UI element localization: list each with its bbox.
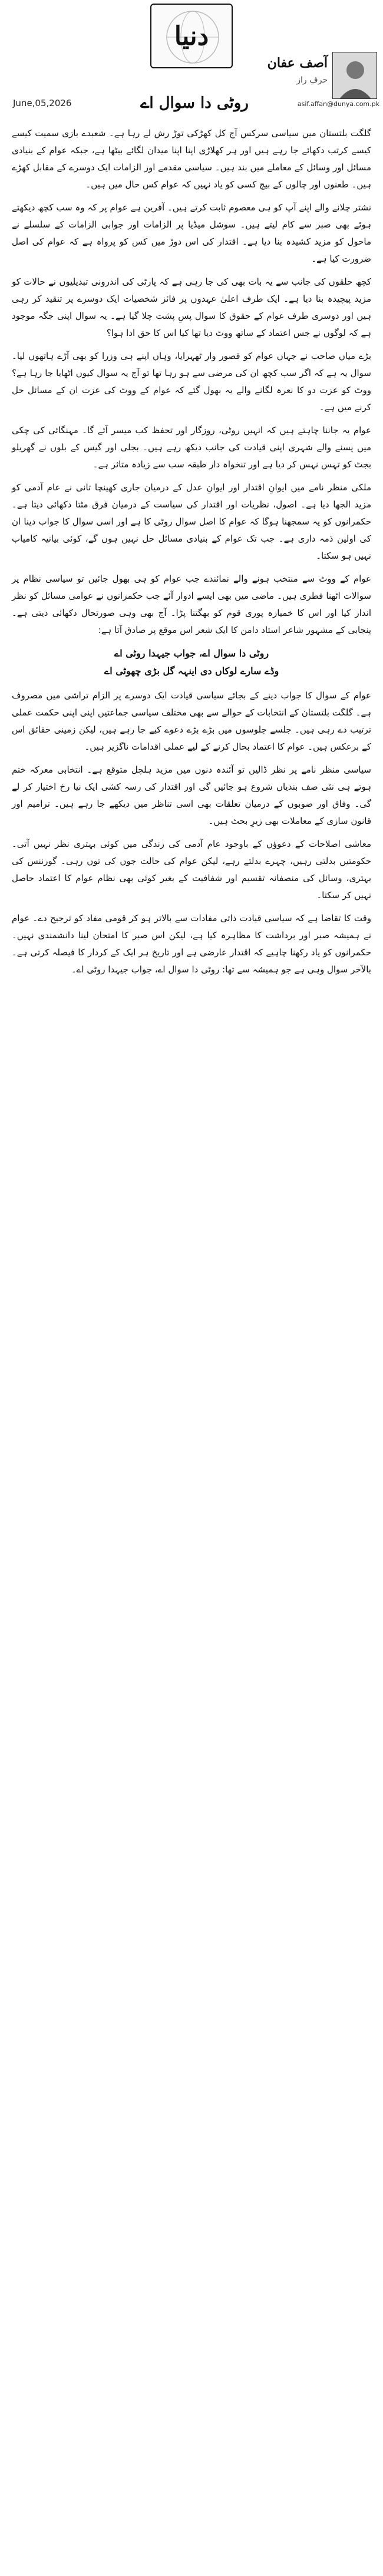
article-paragraph: بڑے میاں صاحب نے جہاں عوام کو قصور وار ٹھہرایا، وہاں اپنے ہی وزرا کو بھی آڑے ہاتھوں لیا۔ سوال یہ ہے کہ اگر سب کچھ ان کی مرضی سے ہو رہا تھا تو آج یہ سوال کیوں اٹھایا جا رہا ہے؟ ووٹ کو عزت دو کا نعرہ لگانے والے یہ بھول گئے کہ عوام کے ووٹ کی عزت ان کے مسائل حل کرنے میں ہے۔: [12, 351, 371, 413]
author-email: asif.affan@dunya.com.pk: [297, 100, 379, 108]
poetry-verse: [12, 645, 371, 680]
logo-text: دنیا: [174, 21, 209, 51]
masthead: [0, 0, 383, 121]
newspaper-logo: [150, 4, 233, 68]
column-headline: روٹی دا سوال اے: [140, 94, 249, 112]
article-paragraph: وقت کا تقاضا ہے کہ سیاسی قیادت ذاتی مفادات سے بالاتر ہو کر قومی مفاد کو ترجیح دے۔ عوام نے ہمیشہ صبر اور برداشت کا مظاہرہ کیا ہے، لیکن اس صبر کا امتحان لینا دانشمندی نہیں۔ حکمرانوں کو یاد رکھنا چاہیے کہ اقتدار عارضی ہے اور تاریخ ہر ایک کے کردار کا فیصلہ کرتی ہے۔ بالآخر سوال وہی ہے جو ہمیشہ سے تھا: روٹی دا سوال اے، جواب جیہدا روٹی اے۔: [12, 913, 371, 975]
author-portrait-icon: [333, 52, 377, 99]
article-paragraph: ملکی منظر نامے میں ایوانِ اقتدار اور ایوانِ عدل کے درمیان جاری کھینچا تانی نے عام آدمی کو مزید الجھا دیا ہے۔ اصول، نظریات اور اقتدار کی سیاست کے درمیان فرق مٹتا دکھائی دیتا ہے۔ حکمرانوں کو یہ سمجھنا ہوگا کہ عوام کا اصل سوال روٹی کا ہے اور اسی سوال کا جواب دینا ان کی اولین ذمہ داری ہے۔ جب تک عوام کے بنیادی مسائل حل نہیں ہوں گے، کوئی بیانیہ کامیاب نہیں ہو سکتا۔: [12, 482, 371, 561]
publish-date: June,05,2026: [13, 98, 72, 108]
author-photo: [332, 52, 377, 99]
article-body: [12, 125, 371, 984]
verse-line: وڈے سارے لوکاں دی اینہہ گل بڑی چھوٹی اے: [104, 665, 279, 677]
article-paragraph: عوام کے ووٹ سے منتخب ہونے والے نمائندے جب عوام کو ہی بھول جائیں تو سیاسی نظام پر سوالات اٹھنا فطری ہیں۔ ماضی میں بھی ایسے ادوار آئے جب حکمرانوں نے عوامی مسائل کو نظر انداز کیا اور اس کا خمیازہ پوری قوم کو بھگتنا پڑا۔ آج بھی وہی صورتحال دکھائی دیتی ہے۔ پنجابی کے مشہور شاعر استاد دامن کا ایک شعر اس موقع پر صادق آتا ہے:: [12, 573, 371, 635]
author-name: آصف عفان: [267, 55, 328, 71]
article-paragraph: کچھ حلقوں کی جانب سے یہ بات بھی کی جا رہی ہے کہ پارٹی کی اندرونی تبدیلیوں نے حالات کو مزید پیچیدہ بنا دیا ہے۔ ایک طرف اعلیٰ عہدوں پر فائز شخصیات ایک دوسرے پر تنقید کر رہی ہیں اور دوسری طرف عوام کے حقوق کا سوال پسِ پشت چلا گیا ہے۔ یہ سوال اپنی جگہ موجود ہے کہ لوگوں نے جس اعتماد کے ساتھ ووٹ دیا تھا کیا اس کا حق ادا ہوا؟: [12, 276, 371, 338]
author-box: [264, 52, 379, 108]
article-paragraph: نشتر چلانے والے اپنے آپ کو ہی معصوم ثابت کرتے ہیں۔ آفرین ہے عوام پر کہ وہ سب کچھ دیکھتے ہوئے بھی صبر سے کام لیتے ہیں۔ سوشل میڈیا پر الزامات اور جوابی الزامات کے سلسلے نے ماحول کو مزید کشیدہ بنا دیا ہے۔ اقتدار کی اس دوڑ میں کس کو پرواہ ہے کہ عوام کی اصل ضرورت کیا ہے۔: [12, 202, 371, 264]
article-paragraph: عوام کے سوال کا جواب دینے کے بجائے سیاسی قیادت ایک دوسرے پر الزام تراشی میں مصروف ہے۔ گلگت بلتستان کے انتخابات کے حوالے سے بھی مختلف سیاسی جماعتیں اپنی اپنی حکمت عملی ترتیب دے رہی ہیں۔ جلسے جلوسوں میں بڑے بڑے دعوے کیے جا رہے ہیں، لیکن زمینی حقائق اس کے برعکس ہیں۔ عوام کا اعتماد بحال کرنے کے لیے عملی اقدامات ناگزیر ہیں۔: [12, 690, 371, 752]
article-paragraph: سیاسی منظر نامے پر نظر ڈالیں تو آئندہ دنوں میں مزید ہلچل متوقع ہے۔ انتخابی معرکہ ختم ہوتے ہی نئی صف بندیاں شروع ہو جائیں گی اور اقتدار کی رسہ کشی ایک نیا رخ اختیار کر لے گی۔ وفاق اور صوبوں کے درمیان تعلقات بھی اسی تناظر میں دیکھے جا رہے ہیں۔ ترامیم اور قانون سازی کے معاملات بھی زیرِ بحث ہیں۔: [12, 764, 371, 826]
verse-line: روٹی دا سوال اے، جواب جیہدا روٹی اے: [114, 648, 269, 659]
column-tag: حرفِ راز: [296, 75, 328, 85]
article-paragraph: گلگت بلتستان میں سیاسی سرکس آج کل کھڑکی توڑ رش لے رہا ہے۔ شعبدے بازی سمیت کیسے کیسے کرتب دکھائے جا رہے ہیں اور ہر کھلاڑی اپنا اپنا میدان لگائے بیٹھا ہے، جبکہ عوام کے بنیادی مسائل اور وسائل کے معاملے میں بند ہیں۔ سیاسی مقدمے اور الزامات ایک دوسرے کے مقابل کھڑے ہیں۔ طعنوں اور چالوں کے بیچ کسی کو یاد نہیں کہ عوام کس حال میں ہیں۔: [12, 128, 371, 190]
article-paragraph: معاشی اصلاحات کے دعوؤں کے باوجود عام آدمی کی زندگی میں کوئی بہتری نظر نہیں آتی۔ حکومتیں بدلتی رہیں، چہرے بدلتے رہے، لیکن عوام کی حالت جوں کی توں رہی۔ گورننس کی بہتری، وسائل کی منصفانہ تقسیم اور شفافیت کے بغیر کوئی بھی نظام عوام کا اعتماد حاصل نہیں کر سکتا۔: [12, 839, 371, 901]
article-paragraph: عوام یہ جاننا چاہتے ہیں کہ انہیں روٹی، روزگار اور تحفظ کب میسر آئے گا۔ مہنگائی کی چکی میں پسنے والے شہری اپنی قیادت کی جانب دیکھ رہے ہیں۔ بجلی اور گیس کے بلوں نے گھریلو بجٹ کو تہس نہس کر دیا ہے اور تنخواہ دار طبقہ سب سے زیادہ متاثر ہے۔: [12, 425, 371, 470]
